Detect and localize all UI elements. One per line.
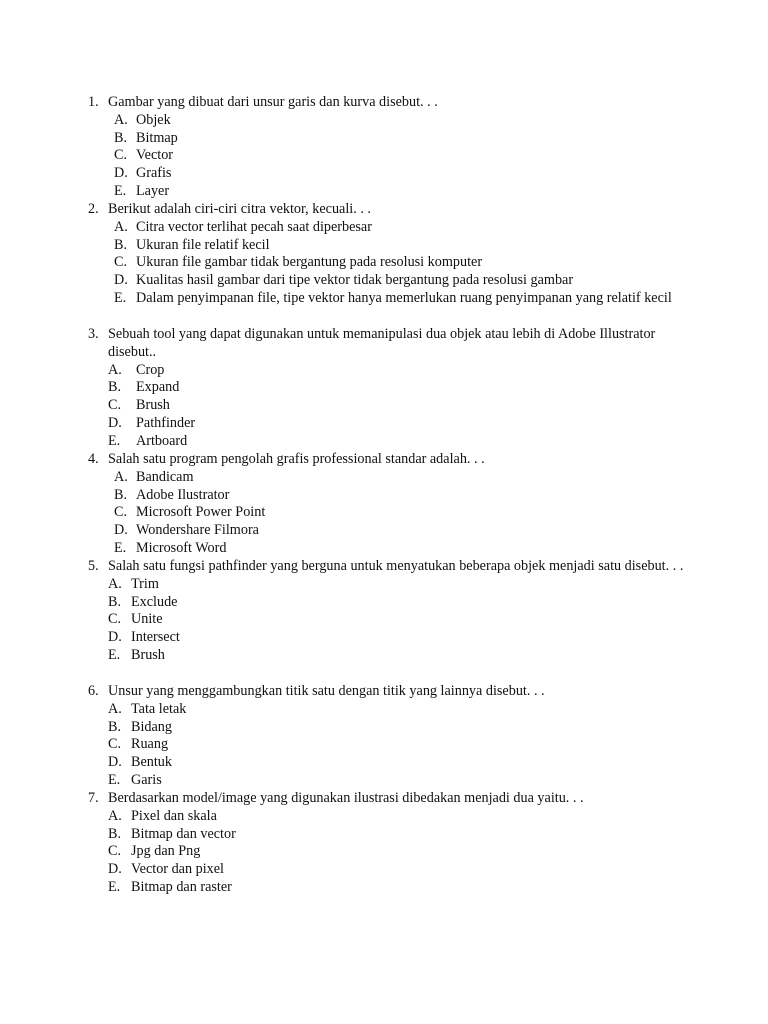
answer-option — [108, 826, 688, 844]
answer-options — [114, 469, 688, 558]
answer-option — [114, 272, 688, 290]
answer-option — [114, 183, 688, 201]
answer-options — [108, 576, 688, 665]
option-text: Pixel dan skala — [131, 807, 217, 824]
option-text: Ukuran file gambar tidak bergantung pada resolusi komputer — [136, 254, 483, 271]
answer-option — [108, 719, 688, 737]
question-6 — [88, 683, 688, 790]
answer-option — [108, 808, 688, 826]
option-text: Bitmap dan raster — [131, 878, 232, 895]
answer-option — [108, 736, 688, 754]
question-line — [88, 201, 688, 219]
option-text: Grafis — [136, 165, 172, 182]
option-text: Garis — [131, 771, 162, 788]
option-letter: E. — [108, 432, 121, 449]
option-text: Ukuran file relatif kecil — [136, 236, 270, 253]
answer-option — [108, 594, 688, 612]
question-line — [88, 558, 688, 576]
question-number: 4. — [88, 451, 99, 467]
answer-options — [108, 808, 688, 897]
option-letter: A. — [114, 218, 128, 235]
answer-option — [114, 165, 688, 183]
option-letter: D. — [114, 522, 128, 539]
option-text: Kualitas hasil gambar dari tipe vektor tidak bergantung pada resolusi gambar — [136, 272, 574, 289]
option-letter: D. — [114, 165, 128, 182]
question-number: 3. — [88, 326, 99, 342]
answer-option — [114, 112, 688, 130]
answer-option — [114, 487, 688, 505]
option-text: Brush — [136, 397, 170, 414]
option-text: Vector — [136, 147, 174, 164]
option-text: Objek — [136, 111, 171, 128]
question-text: Unsur yang menggambungkan titik satu dengan titik yang lainnya disebut. . . — [108, 683, 545, 699]
answer-option — [114, 504, 688, 522]
answer-option — [108, 754, 688, 772]
option-text: Bitmap dan vector — [131, 825, 236, 842]
option-letter: C. — [114, 504, 128, 521]
question-number: 5. — [88, 558, 99, 574]
option-text: Microsoft Word — [136, 539, 227, 556]
answer-option — [108, 843, 688, 861]
question-5 — [88, 558, 688, 665]
question-2 — [88, 201, 688, 308]
question-number: 1. — [88, 94, 99, 110]
option-text: Expand — [136, 379, 180, 396]
answer-option — [108, 576, 688, 594]
answer-option — [114, 219, 688, 237]
option-letter: C. — [108, 397, 122, 414]
option-text: Adobe Ilustrator — [136, 486, 230, 503]
option-letter: A. — [108, 807, 122, 824]
option-letter: C. — [108, 736, 122, 753]
option-letter: D. — [114, 272, 128, 289]
option-text: Trim — [131, 575, 159, 592]
option-text: Crop — [136, 361, 165, 378]
question-line — [88, 790, 688, 808]
option-letter: E. — [108, 771, 121, 788]
option-text: Artboard — [136, 432, 188, 449]
option-text: Pathfinder — [136, 414, 196, 431]
option-text: Dalam penyimpanan file, tipe vektor hanya memerlukan ruang penyimpanan yang relatif kecil — [136, 289, 672, 306]
answer-option — [114, 130, 688, 148]
option-letter: E. — [108, 878, 121, 895]
question-number: 2. — [88, 201, 99, 217]
option-letter: C. — [108, 843, 122, 860]
option-text: Vector dan pixel — [131, 861, 224, 878]
question-line — [88, 326, 688, 362]
option-letter: B. — [108, 825, 122, 842]
option-text: Bentuk — [131, 754, 172, 771]
option-text: Unite — [131, 611, 163, 628]
option-text: Bandicam — [136, 468, 194, 485]
question-4 — [88, 451, 688, 558]
answer-option — [114, 254, 688, 272]
option-letter: E. — [114, 539, 127, 556]
answer-option — [108, 647, 688, 665]
option-text: Exclude — [131, 593, 178, 610]
option-letter: E. — [108, 646, 121, 663]
answer-option — [108, 879, 688, 897]
question-text: Berdasarkan model/image yang digunakan ilustrasi dibedakan menjadi dua yaitu. . . — [108, 790, 584, 806]
question-text: Berikut adalah ciri-ciri citra vektor, kecuali. . . — [108, 201, 371, 217]
answer-option — [108, 397, 688, 415]
option-letter: B. — [114, 236, 128, 253]
option-text: Brush — [131, 646, 165, 663]
question-text: Gambar yang dibuat dari unsur garis dan kurva disebut. . . — [108, 94, 438, 110]
option-letter: D. — [108, 861, 122, 878]
option-letter: C. — [114, 147, 128, 164]
option-letter: A. — [114, 468, 128, 485]
answer-option — [108, 362, 688, 380]
option-letter: D. — [108, 754, 122, 771]
answer-option — [108, 701, 688, 719]
answer-options — [108, 701, 688, 790]
option-text: Ruang — [131, 736, 169, 753]
option-letter: C. — [114, 254, 128, 271]
option-text: Citra vector terlihat pecah saat diperbesar — [136, 218, 372, 235]
option-letter: B. — [114, 486, 128, 503]
answer-option — [114, 290, 688, 308]
question-line — [88, 451, 688, 469]
question-3 — [88, 326, 688, 451]
option-letter: E. — [114, 182, 127, 199]
option-letter: B. — [114, 129, 128, 146]
option-text: Intersect — [131, 629, 180, 646]
answer-option — [108, 772, 688, 790]
option-letter: B. — [108, 379, 122, 396]
answer-option — [108, 861, 688, 879]
option-letter: A. — [114, 111, 128, 128]
answer-option — [108, 629, 688, 647]
option-letter: E. — [114, 289, 127, 306]
question-7 — [88, 790, 688, 897]
answer-options — [114, 112, 688, 201]
question-number: 7. — [88, 790, 99, 806]
option-text: Layer — [136, 182, 170, 199]
question-text: Salah satu fungsi pathfinder yang berguna untuk menyatukan beberapa objek menjadi satu disebut. . . — [108, 558, 684, 574]
answer-option — [108, 379, 688, 397]
option-letter: D. — [108, 629, 122, 646]
option-text: Bidang — [131, 718, 172, 735]
answer-options — [108, 362, 688, 451]
question-text: Salah satu program pengolah grafis professional standar adalah. . . — [108, 451, 485, 467]
answer-option — [114, 469, 688, 487]
option-letter: A. — [108, 575, 122, 592]
answer-options — [114, 219, 688, 308]
answer-option — [108, 433, 688, 451]
option-text: Wondershare Filmora — [136, 522, 259, 539]
option-text: Microsoft Power Point — [136, 504, 266, 521]
option-text: Bitmap — [136, 129, 178, 146]
answer-option — [108, 415, 688, 433]
answer-option — [108, 611, 688, 629]
option-letter: B. — [108, 593, 122, 610]
question-line — [88, 94, 688, 112]
question-text: Sebuah tool yang dapat digunakan untuk memanipulasi dua objek atau lebih di Adobe Illustrator disebut.. — [108, 326, 656, 360]
option-letter: D. — [108, 414, 122, 431]
option-letter: A. — [108, 700, 122, 717]
question-number: 6. — [88, 683, 99, 699]
option-letter: C. — [108, 611, 122, 628]
option-letter: B. — [108, 718, 122, 735]
answer-option — [114, 522, 688, 540]
answer-option — [114, 237, 688, 255]
option-text: Jpg dan Png — [131, 843, 201, 860]
answer-option — [114, 147, 688, 165]
answer-option — [114, 540, 688, 558]
question-1 — [88, 94, 688, 201]
option-text: Tata letak — [131, 700, 187, 717]
question-line — [88, 683, 688, 701]
option-letter: A. — [108, 361, 122, 378]
